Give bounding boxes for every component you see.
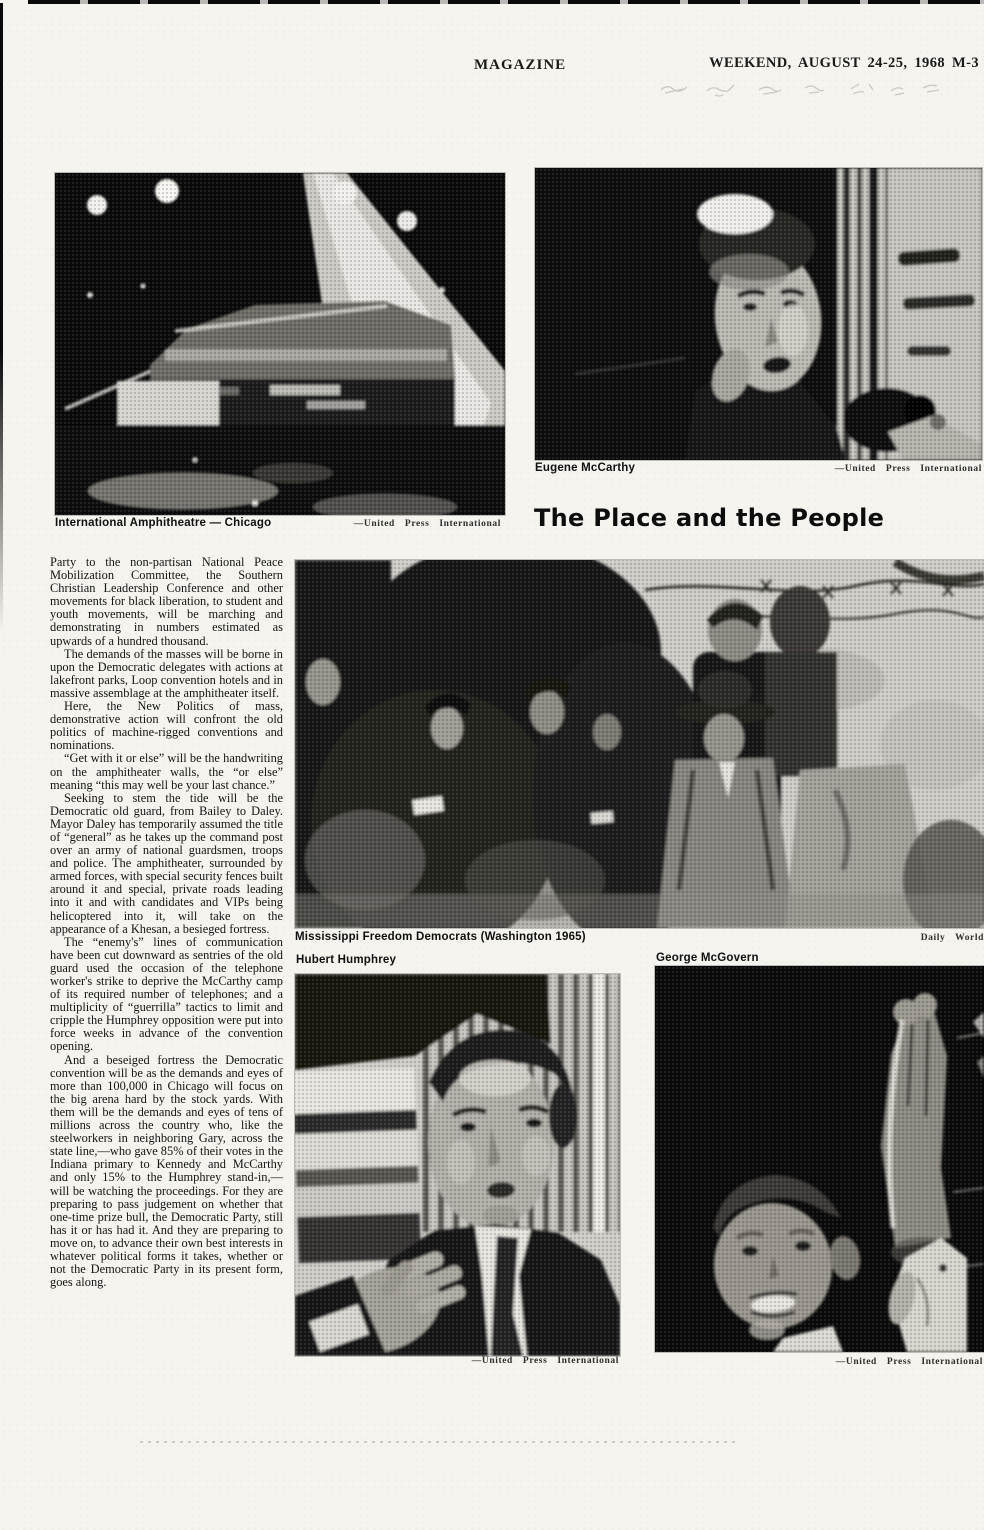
photo-hubert-humphrey bbox=[295, 974, 620, 1356]
caption-mcgovern: George McGovern bbox=[656, 952, 759, 964]
article-paragraph: The “enemy's” lines of communication have been cut downward as sentries of the old guard used the occasion of the telephone worker's strike to deprive the McCarthy camp of its required number of telephones; and a multiplicity of “guerrilla” tactics to limit and cripple the Humphrey opposition were put into force weeks in advance of the convention opening. bbox=[50, 934, 283, 1054]
photo-international-amphitheatre bbox=[55, 173, 505, 515]
caption-amphitheatre: International Amphitheatre — Chicago bbox=[55, 517, 272, 529]
photo-eugene-mccarthy bbox=[535, 168, 982, 460]
caption-mccarthy: Eugene McCarthy bbox=[535, 462, 636, 474]
article-paragraph: And a beseiged fortress the Democratic convention will be as the demands and eyes of more than 100,000 in Chicago will focus on the big arena hard by the stock yards. With them will be the demands and eyes of tens of millions across the country who, like the steelworkers in neighboring Gary, across the state line,—who gave 85% of their votes in the Indiana primary to Kennedy and McCarthy and only 15% to the Humphrey stand-in,—will be watching the proceedings. For they are preparing to pass judgement on whether that one-time prize bull, the Democratic Party, still has it or has had it. And they are preparing to move on, to advance their own best interests in whatever political forms it takes, whether or not the Democratic Party in its present form, goes along. bbox=[50, 1052, 283, 1290]
credit-freedom-democrats: Daily World bbox=[920, 933, 984, 943]
photo-mississippi-freedom-democrats bbox=[295, 560, 984, 928]
article-paragraph: The demands of the masses will be borne in upon the Democratic delegates with actions at lakefront parks, Loop convention hotels and in massive assemblage at the amphitheater itself. bbox=[50, 646, 283, 700]
credit-amphitheatre: —United Press International bbox=[353, 519, 501, 529]
scan-edge-left bbox=[0, 3, 3, 633]
credit-mccarthy: —United Press International bbox=[834, 464, 982, 474]
scan-edge-top bbox=[28, 0, 984, 4]
photo-george-mcgovern bbox=[655, 966, 984, 1352]
article-paragraph: Party to the non-partisan National Peace Mobilization Committee, the Southern Christian Leadership Conference and other movements for black liberation, to student and youth movements, will be marching and demonstrating in numbers estimated as upwards of a hundred thousand. bbox=[50, 555, 283, 648]
article-paragraph: “Get with it or else” will be the handwriting on the amphitheater walls, the “or else” meaning “this may well be your last chance.” bbox=[50, 751, 283, 792]
issue-dateline: WEEKEND, AUGUST 24-25, 1968 M-3 bbox=[709, 55, 979, 71]
scan-artifact-line bbox=[140, 1441, 740, 1443]
article-paragraph: Here, the New Politics of mass, demonstrative action will confront the old politics of machine-rigged conventions and nominations. bbox=[50, 699, 283, 753]
article-paragraph: Seeking to stem the tide will be the Democratic old guard, from Bailey to Daley. Mayor Daley has temporarily assumed the title of “general” as he takes up the command post over an army of national guardsmen, troops and police. The amphitheater, surrounded by armed forces, with special security fences built around it and special, private roads leading into it and with candidates and VIPs being helicoptered into it, will take on the appearance of a Khesan, a besieged fortress. bbox=[50, 790, 283, 936]
credit-humphrey: —United Press International bbox=[471, 1356, 619, 1366]
pencil-scribble-marks bbox=[655, 74, 955, 106]
caption-humphrey: Hubert Humphrey bbox=[296, 954, 397, 966]
headline: The Place and the People bbox=[534, 504, 885, 532]
credit-mcgovern: —United Press International bbox=[835, 1357, 983, 1367]
magazine-masthead: MAGAZINE bbox=[474, 57, 567, 73]
article-body bbox=[50, 556, 283, 1289]
caption-freedom-democrats: Mississippi Freedom Democrats (Washington 1965) bbox=[295, 931, 586, 943]
